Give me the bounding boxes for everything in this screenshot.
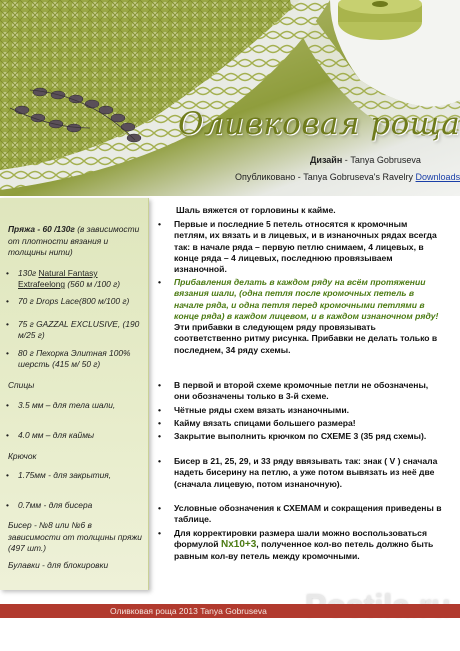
bullet-icon: • — [6, 430, 9, 440]
list-item — [6, 400, 142, 411]
published-name: Tanya Gobruseva's Ravelry — [303, 172, 414, 182]
bullet-icon: • — [6, 470, 9, 480]
formula-outro: , полученное кол-во петель должно быть равным кол-ву петель между кромочными. — [174, 539, 434, 561]
bullet-icon: • — [158, 277, 162, 287]
hook-heading: Крючок — [8, 451, 37, 461]
bullet-icon: • — [158, 418, 162, 428]
list-item — [158, 418, 442, 429]
yarn-name: Пехорка Элитная 100% шерсть — [18, 348, 131, 369]
yarn-name: Drops Lace — [36, 296, 79, 306]
list-item — [158, 219, 442, 275]
hook-use: - для закрытия, — [48, 470, 112, 480]
list-item — [6, 470, 142, 481]
list-item — [6, 319, 142, 341]
hook-size: 1.75мм — [18, 470, 46, 480]
yarn-amount: 80 г — [18, 348, 34, 358]
list-item — [158, 405, 442, 416]
footer-text: Оливковая роща 2013 Tanya Gobruseva — [110, 606, 267, 616]
bullet-icon: • — [158, 503, 162, 513]
yarn-name: GAZZAL EXCLUSIVE, — [36, 319, 121, 329]
list-item — [6, 268, 142, 290]
yarn-amount: 70 г — [18, 296, 34, 306]
instruction-text: Бисер в 21, 25, 29, и 33 ряду ввязывать так: знак ( V ) сначала надеть бисерину на петлю, а уже потом вывязать из неё две (сначала лицевую, потом изнаночную). — [174, 456, 438, 489]
bullet-icon: • — [158, 456, 162, 466]
list-item — [158, 431, 442, 442]
formula-intro: Для корректировки размера шали можно воспользоваться формулой — [174, 528, 427, 550]
instruction-text: Первые и последние 5 петель относятся к кромочным петлям, их вязать и в лицевых, и в изнаночных рядах всегда так: в начале ряда – первую петлю снимаем, 4 лицевых, в конце ряда – 4 лицевых, последнюю провязываем изнаночной. — [174, 219, 437, 275]
instruction-text: Условные обозначения к СХЕМАМ и сокращения приведены в таблице. — [174, 503, 442, 525]
separator: - — [297, 172, 301, 182]
yarn-amount: 75 г — [18, 319, 34, 329]
bullet-icon: • — [6, 268, 9, 278]
formula: Nx10+3 — [220, 539, 257, 551]
bullet-icon: • — [6, 296, 9, 306]
yarn-section — [8, 224, 144, 259]
bullet-icon: • — [6, 500, 9, 510]
hook-size: 0.7мм — [18, 500, 42, 510]
bullet-icon: • — [6, 400, 9, 410]
yarn-detail: (190 м/25 г) — [18, 319, 140, 340]
hero-photo — [0, 0, 460, 196]
yarn-amount: 130г — [18, 268, 37, 278]
list-item — [6, 296, 142, 307]
needle-use: – для каймы — [45, 430, 95, 440]
list-item — [158, 380, 442, 403]
list-item — [158, 528, 442, 562]
materials-sidebar — [0, 198, 149, 590]
hook-use: - для бисера — [43, 500, 93, 510]
instruction-text: Закрытие выполнить крючком по СХЕМЕ 3 (35 ряд схемы). — [174, 431, 427, 441]
list-item — [158, 456, 442, 490]
list-item — [6, 500, 142, 511]
instruction-text: Кайму вязать спицами большего размера! — [174, 418, 356, 428]
bullet-icon: • — [158, 380, 162, 390]
page-title: Оливковая роща — [178, 106, 460, 142]
designer-name: Tanya Gobruseva — [350, 155, 421, 165]
beads-note: Бисер - №8 или №6 в зависимости от толщины пряжи (497 шт.) — [8, 520, 142, 553]
needle-size: 4.0 мм — [18, 430, 44, 440]
instruction-text: Чётные ряды схем вязать изнаночными. — [174, 405, 349, 415]
bullet-icon: • — [6, 319, 9, 329]
list-item — [6, 430, 142, 441]
pins-note: Булавки - для блокировки — [8, 560, 109, 570]
separator: - — [344, 155, 348, 165]
instruction-text: В первой и второй схеме кромочные петли не обозначены, они обозначены только в 3-й схеме. — [174, 380, 429, 402]
list-item — [6, 348, 142, 370]
design-label: Дизайн — [310, 155, 343, 165]
bullet-icon: • — [158, 431, 162, 441]
list-item — [158, 503, 442, 526]
increase-note: Прибавления делать в каждом ряду на всём протяжении вязания шали, (одна петля после кромочных петель в начале ряда, и одна петля перед кромочными петлями в конце ряда) в каждом лицевом, и в каждом изнаночном ряду! — [174, 277, 439, 321]
needle-use: – для тела шали, — [45, 400, 116, 410]
footer-bar — [0, 604, 460, 618]
bullet-icon: • — [158, 405, 162, 415]
needle-size: 3.5 мм — [18, 400, 44, 410]
published-prefix: Опубликовано — [235, 172, 296, 182]
downloads-link[interactable]: Downloads — [415, 172, 460, 182]
list-item — [158, 277, 442, 356]
yarn-name: Natural Fantasy Extrafeelong — [18, 268, 98, 289]
intro-text: Шаль вяжется от горловины к кайме. — [176, 205, 336, 215]
bullet-icon: • — [6, 348, 9, 358]
published-credit — [235, 172, 460, 182]
designer-credit — [310, 155, 421, 165]
lace-shawl-illustration — [0, 0, 460, 196]
bullet-icon: • — [158, 528, 162, 538]
yarn-note: (в зависимости от плотности вязания и толщины нити) — [8, 224, 140, 257]
needles-heading: Спицы — [8, 380, 35, 390]
increase-tail: Эти прибавки в следующем ряду провязывать соответственно ритму рисунка. Прибавки не делать только в последнем, 34 ряду схемы. — [174, 322, 438, 355]
yarn-detail: (415 м/ 50 г) — [52, 359, 101, 369]
yarn-detail: (560 м /100 г) — [67, 279, 121, 289]
yarn-detail: (800 м/100 г) — [78, 296, 130, 306]
bullet-icon: • — [158, 219, 162, 229]
yarn-heading: Пряжа - 60 /130г — [8, 224, 75, 234]
